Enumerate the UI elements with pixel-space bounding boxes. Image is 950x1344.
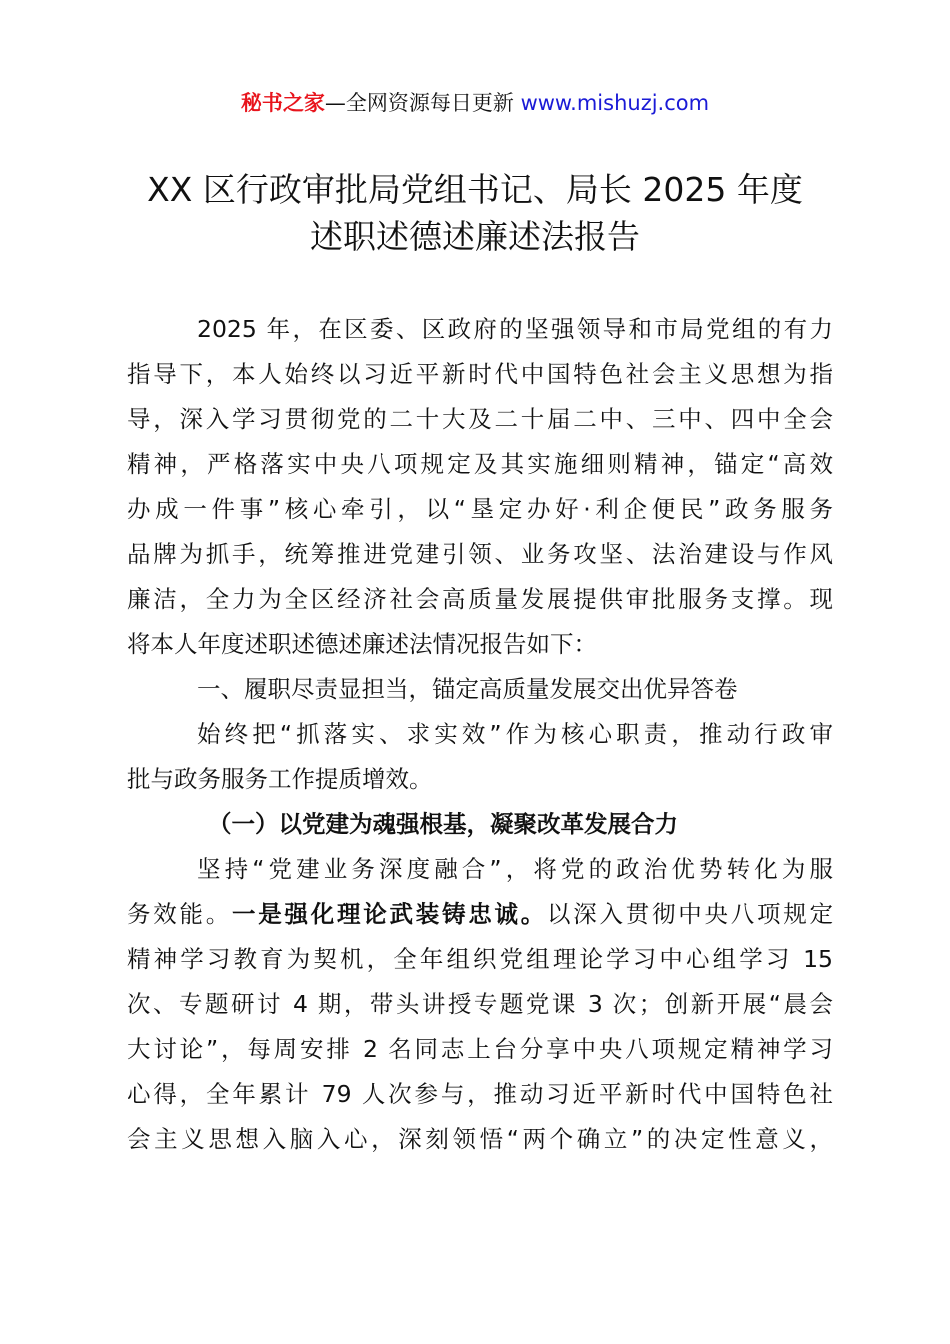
site-banner xyxy=(0,88,950,118)
paragraph-line: 批与政务服务工作提质增效。 xyxy=(127,765,433,793)
paragraph-line: 始终把“抓落实、求实效”作为核心职责，推动行政审 xyxy=(197,720,833,748)
site-url-link[interactable]: www.mishuzj.com xyxy=(520,91,710,115)
document-title-line-2: 述职述德述廉述法报告 xyxy=(310,217,640,256)
subsection-heading: （一）以党建为魂强根基，凝聚改革发展合力 xyxy=(208,810,678,838)
brand-name: 秘书之家 xyxy=(240,91,325,115)
paragraph-line: 坚持“党建业务深度融合”，将党的政治优势转化为服 xyxy=(197,855,833,883)
paragraph-line: 精神，严格落实中央八项规定及其实施细则精神，锚定“高效 xyxy=(127,450,833,478)
paragraph-line: 会主义思想入脑入心，深刻领悟“两个确立”的决定性意义， xyxy=(127,1125,833,1153)
document-title-line-1: XX 区行政审批局党组书记、局长 2025 年度 xyxy=(147,170,803,209)
paragraph-line: 品牌为抓手，统筹推进党建引领、业务攻坚、法治建设与作风 xyxy=(127,540,833,568)
paragraph-line: 次、专题研讨 4 期，带头讲授专题党课 3 次；创新开展“晨会 xyxy=(127,990,833,1018)
paragraph-line: 心得，全年累计 79 人次参与，推动习近平新时代中国特色社 xyxy=(127,1080,833,1108)
paragraph-line: 精神学习教育为契机，全年组织党组理论学习中心组学习 15 xyxy=(127,945,833,973)
paragraph-line: 将本人年度述职述德述廉述法情况报告如下： xyxy=(127,630,597,658)
paragraph-line: 廉洁，全力为全区经济社会高质量发展提供审批服务支撑。现 xyxy=(127,585,833,613)
paragraph-line: 指导下，本人始终以习近平新时代中国特色社会主义思想为指 xyxy=(127,360,833,388)
text-run: 务效能。 xyxy=(127,900,232,928)
paragraph-line xyxy=(127,898,833,930)
banner-tagline: —全网资源每日更新 xyxy=(324,91,521,115)
paragraph-line: 导，深入学习贯彻党的二十大及二十届二中、三中、四中全会 xyxy=(127,405,833,433)
paragraph-line: 办成一件事”核心牵引，以“垦定办好·利企便民”政务服务 xyxy=(127,495,833,523)
section-heading: 一、履职尽责显担当，锚定高质量发展交出优异答卷 xyxy=(197,675,738,703)
bold-lead-phrase: 一是强化理论武装铸忠诚。 xyxy=(232,900,547,928)
paragraph-line: 2025 年，在区委、区政府的坚强领导和市局党组的有力 xyxy=(197,315,833,343)
paragraph-line: 大讨论”，每周安排 2 名同志上台分享中央八项规定精神学习 xyxy=(127,1035,833,1063)
text-run: 以深入贯彻中央八项规定 xyxy=(547,900,833,928)
